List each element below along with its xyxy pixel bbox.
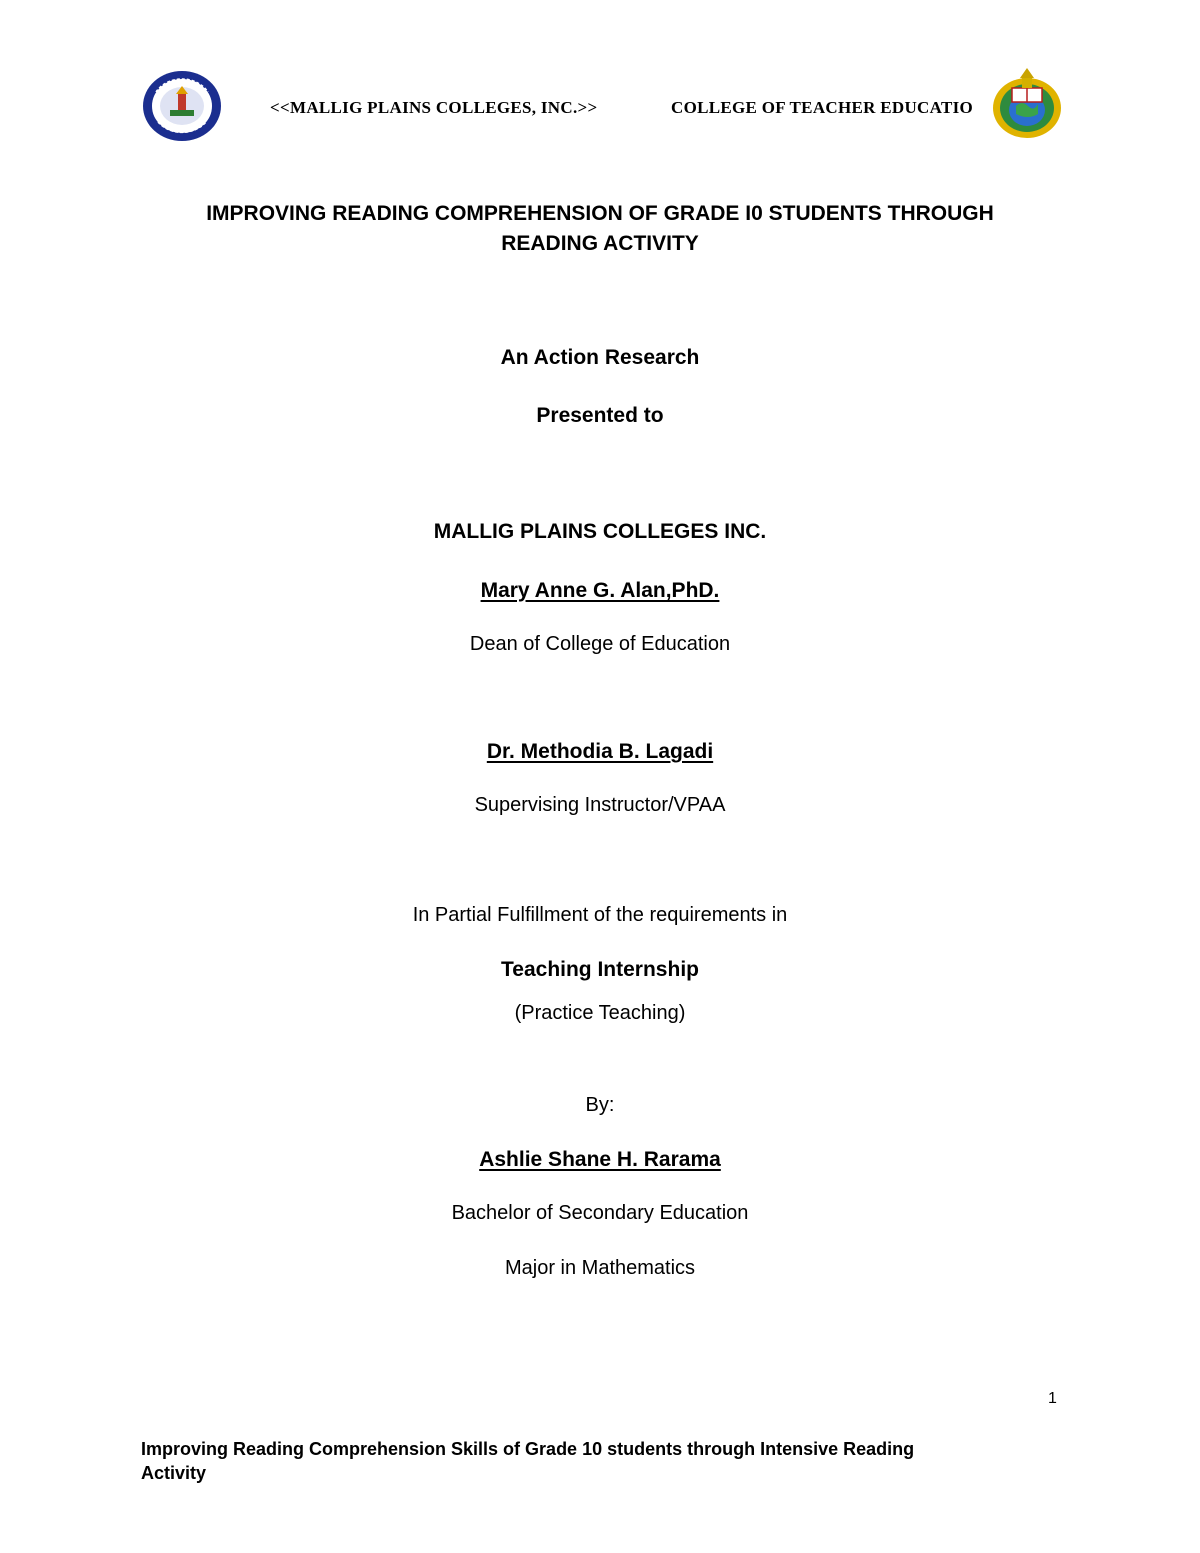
header-school-name: <<MALLIG PLAINS COLLEGES, INC.>> [270,98,598,117]
action-research-label: An Action Research [500,346,700,369]
course-name: Teaching Internship [501,958,699,981]
by-label: By: [585,1094,615,1116]
supervisor-name: Dr. Methodia B. Lagadi [486,740,714,763]
header-college-name: COLLEGE OF TEACHER EDUCATIO [671,98,974,117]
dean-name: Mary Anne G. Alan,PhD. [480,579,720,602]
degree-text: Bachelor of Secondary Education [451,1202,749,1224]
institution-name: MALLIG PLAINS COLLEGES INC. [433,520,767,543]
fulfillment-text: In Partial Fulfillment of the requirements in [412,904,788,926]
document-title-line-1: IMPROVING READING COMPREHENSION OF GRADE I0 STUDENTS THROUGH [206,202,994,225]
teacher-education-seal-logo [990,66,1064,140]
presented-to-label: Presented to [536,404,664,427]
footer-text-line-1: Improving Reading Comprehension Skills of Grade 10 students through Intensive Reading [141,1439,915,1459]
supervisor-title: Supervising Instructor/VPAA [474,794,726,816]
course-subtitle: (Practice Teaching) [514,1002,686,1024]
mallig-plains-seal-logo [142,70,222,142]
page-number: 1 [1048,1390,1057,1407]
dean-title: Dean of College of Education [469,633,731,655]
major-text: Major in Mathematics [504,1257,696,1279]
author-name: Ashlie Shane H. Rarama [479,1148,721,1171]
footer-text-line-2: Activity [141,1463,207,1483]
document-title-line-2: READING ACTIVITY [501,232,699,255]
